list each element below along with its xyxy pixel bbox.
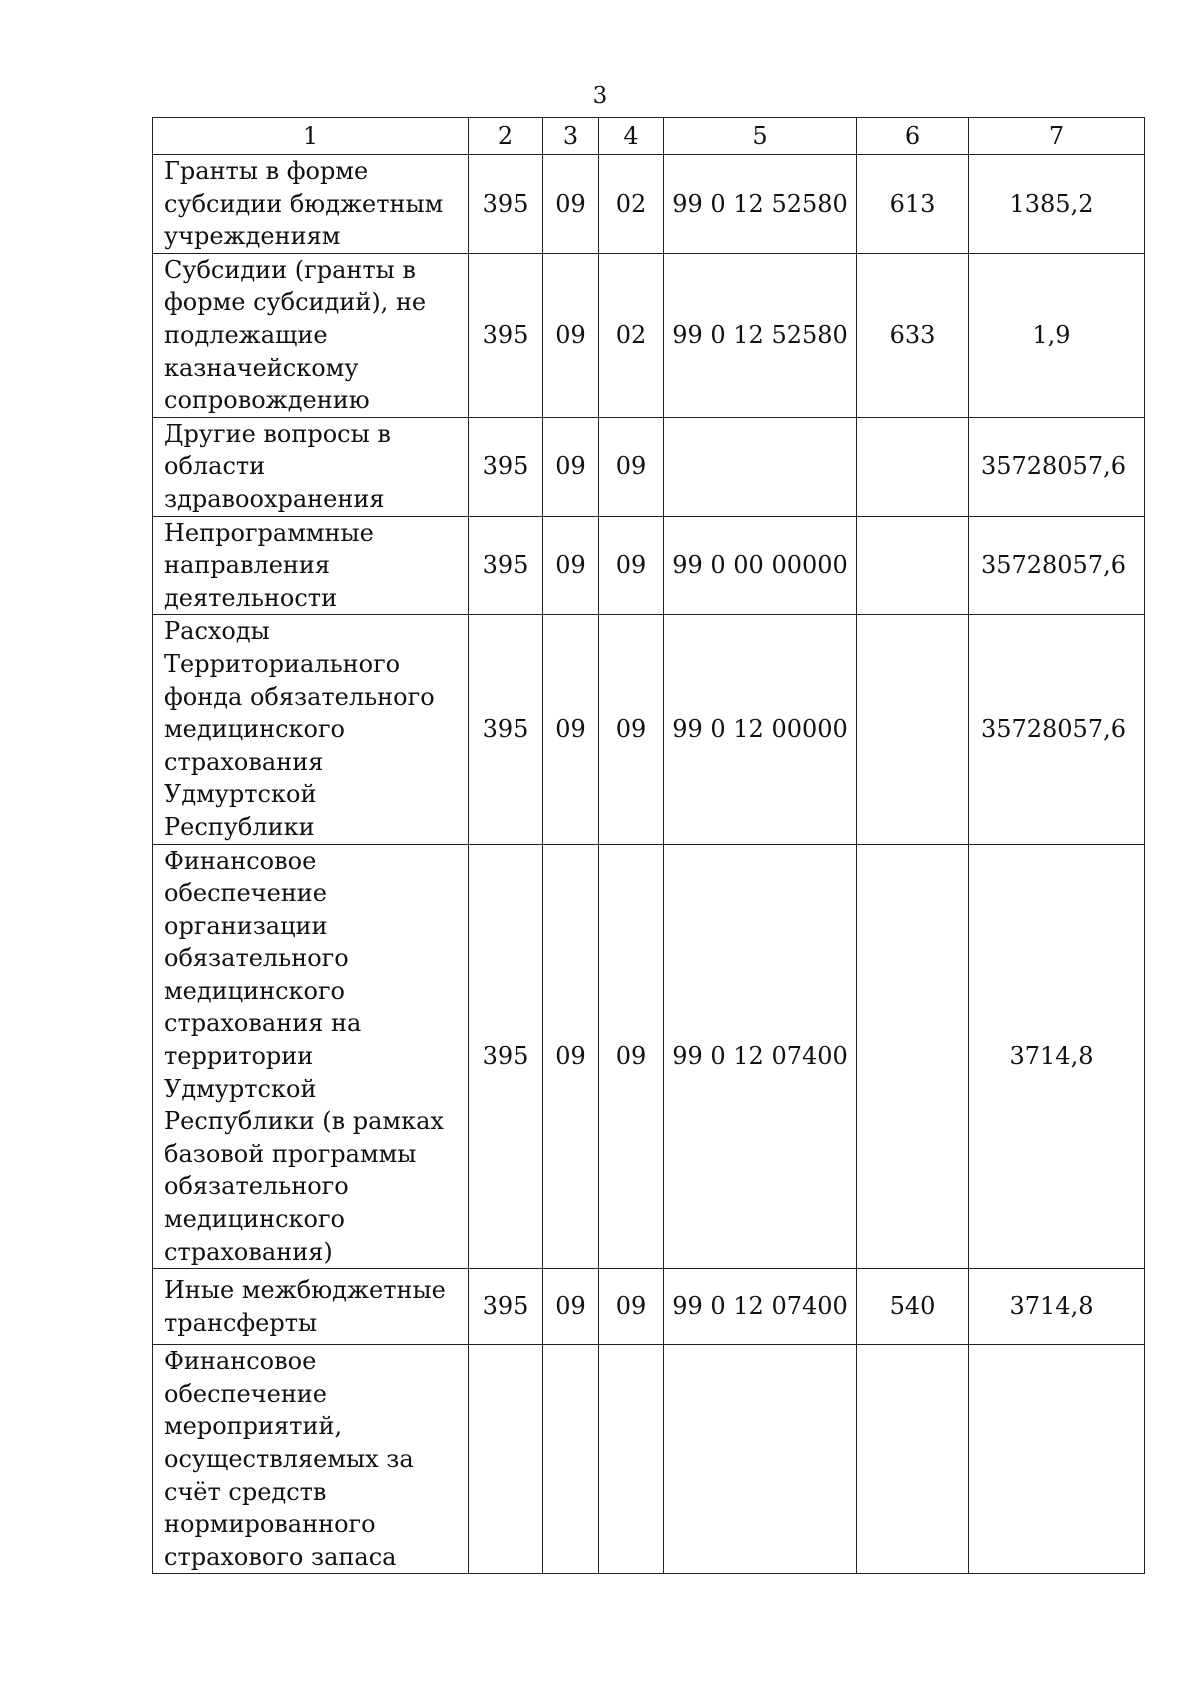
subsection-cell <box>599 1345 664 1574</box>
ministry-cell: 395 <box>469 417 543 516</box>
table-row <box>153 615 1145 844</box>
section-cell: 09 <box>543 1269 599 1345</box>
amount-cell: 1385,2 <box>969 155 1145 254</box>
amount-cell: 35728057,6 <box>969 417 1145 516</box>
subsection-cell: 02 <box>599 253 664 417</box>
table-row <box>153 844 1145 1269</box>
table-header-row <box>153 118 1145 155</box>
subsection-cell: 09 <box>599 615 664 844</box>
section-cell: 09 <box>543 253 599 417</box>
expense-type-cell: 633 <box>857 253 969 417</box>
column-header: 6 <box>857 118 969 155</box>
section-cell: 09 <box>543 615 599 844</box>
table-row <box>153 417 1145 516</box>
row-name-cell: Финансовое обеспечение организации обязательного медицинского страхования на территории Удмуртской Республики (в рамках базовой программы обязательного медицинского страхования) <box>153 844 469 1269</box>
table-row <box>153 253 1145 417</box>
expense-type-cell <box>857 516 969 615</box>
expense-type-cell: 540 <box>857 1269 969 1345</box>
page-number: 3 <box>592 83 608 109</box>
amount-cell: 35728057,6 <box>969 615 1145 844</box>
section-cell: 09 <box>543 844 599 1269</box>
subsection-cell: 09 <box>599 417 664 516</box>
section-cell: 09 <box>543 155 599 254</box>
amount-cell: 3714,8 <box>969 1269 1145 1345</box>
ministry-cell: 395 <box>469 844 543 1269</box>
ministry-cell <box>469 1345 543 1574</box>
expense-type-cell <box>857 615 969 844</box>
row-name-cell: Расходы Территориального фонда обязательного медицинского страхования Удмуртской Республики <box>153 615 469 844</box>
target-code-cell: 99 0 12 52580 <box>664 155 857 254</box>
ministry-cell: 395 <box>469 615 543 844</box>
subsection-cell: 09 <box>599 844 664 1269</box>
ministry-cell: 395 <box>469 253 543 417</box>
amount-cell: 3714,8 <box>969 844 1145 1269</box>
budget-table <box>152 117 1145 1574</box>
section-cell <box>543 1345 599 1574</box>
amount-cell: 1,9 <box>969 253 1145 417</box>
target-code-cell <box>664 1345 857 1574</box>
table-row <box>153 155 1145 254</box>
subsection-cell: 02 <box>599 155 664 254</box>
amount-cell <box>969 1345 1145 1574</box>
row-name-cell: Субсидии (гранты в форме субсидий), не подлежащие казначейскому сопровождению <box>153 253 469 417</box>
row-name-cell: Гранты в форме субсидии бюджетным учреждениям <box>153 155 469 254</box>
column-header: 4 <box>599 118 664 155</box>
expense-type-cell <box>857 844 969 1269</box>
subsection-cell: 09 <box>599 516 664 615</box>
subsection-cell: 09 <box>599 1269 664 1345</box>
column-header: 5 <box>664 118 857 155</box>
expense-type-cell <box>857 1345 969 1574</box>
target-code-cell: 99 0 12 00000 <box>664 615 857 844</box>
section-cell: 09 <box>543 417 599 516</box>
expense-type-cell <box>857 417 969 516</box>
column-header: 3 <box>543 118 599 155</box>
target-code-cell: 99 0 12 52580 <box>664 253 857 417</box>
table-row <box>153 516 1145 615</box>
ministry-cell: 395 <box>469 1269 543 1345</box>
column-header: 2 <box>469 118 543 155</box>
row-name-cell: Другие вопросы в области здравоохранения <box>153 417 469 516</box>
table-row <box>153 1269 1145 1345</box>
target-code-cell: 99 0 00 00000 <box>664 516 857 615</box>
expense-type-cell: 613 <box>857 155 969 254</box>
ministry-cell: 395 <box>469 155 543 254</box>
row-name-cell: Непрограммные направления деятельности <box>153 516 469 615</box>
column-header: 7 <box>969 118 1145 155</box>
target-code-cell: 99 0 12 07400 <box>664 844 857 1269</box>
target-code-cell: 99 0 12 07400 <box>664 1269 857 1345</box>
section-cell: 09 <box>543 516 599 615</box>
table-row <box>153 1345 1145 1574</box>
row-name-cell: Финансовое обеспечение мероприятий, осуществляемых за счёт средств нормированного страхового запаса <box>153 1345 469 1574</box>
column-header: 1 <box>153 118 469 155</box>
target-code-cell <box>664 417 857 516</box>
amount-cell: 35728057,6 <box>969 516 1145 615</box>
ministry-cell: 395 <box>469 516 543 615</box>
row-name-cell: Иные межбюджетные трансферты <box>153 1269 469 1345</box>
